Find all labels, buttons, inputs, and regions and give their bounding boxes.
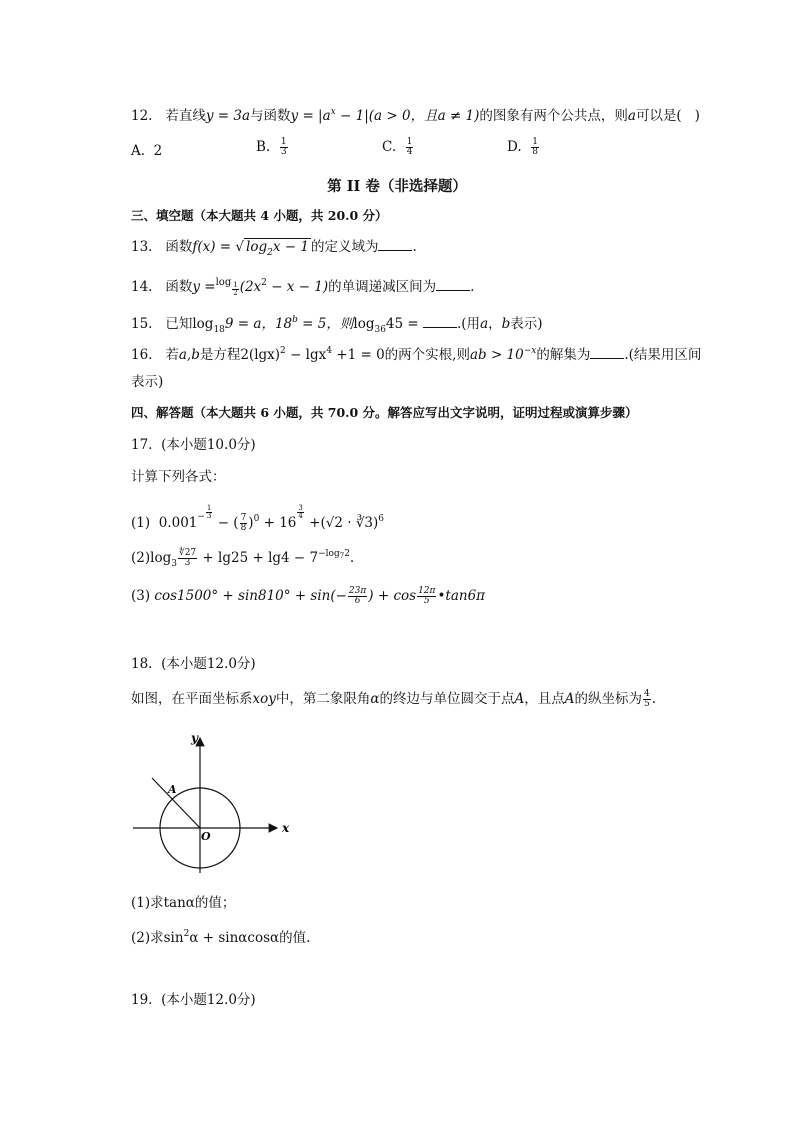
q16-answer-blank[interactable]	[590, 346, 624, 359]
q17-header: 17. (本小题10.0分)	[131, 437, 256, 453]
q17-part2: $(2)\log_3$ $\frac{∜27}{3}$ + $\lg 25 + \lg 4 - 7^{-log72}$.	[131, 548, 355, 569]
q15: 15. 已知$\log_{18}9 = a$，$18^b = 5$，则$\log_{36}45$ = .(用a，b表示)	[131, 315, 543, 335]
q12-option-c[interactable]: C. $\frac{1}{4}$	[382, 137, 413, 157]
q12-number: 12.	[131, 108, 153, 124]
x-axis-label: x	[282, 821, 290, 835]
origin-label: O	[201, 830, 211, 843]
q12-option-d[interactable]: D. $\frac{1}{8}$	[507, 137, 538, 157]
q12-option-b[interactable]: B. $\frac{1}{3}$	[256, 137, 287, 157]
q16-line2: 表示)	[131, 374, 164, 390]
q15-answer-blank[interactable]	[423, 315, 457, 328]
q17-part3: (3) cos1500° + sin810° + sin(− $\frac{23\pi}{6}$ ) + cos $\frac{12\pi}{5}$ •tan6π	[131, 586, 486, 606]
q18-part1: (1)求tanα的值；	[131, 895, 236, 911]
q16: 16. 若a,b是方程$2(\lg x)^2 - \lg x^4 +1 = 0$的两个实根,则ab > $10^{-x}$的解集为 .(结果用区间	[131, 346, 702, 363]
q14-answer-blank[interactable]	[436, 278, 470, 291]
q17-intro: 计算下列各式：	[131, 469, 226, 485]
q17-part1: (1) 0.001− $\frac{1}{3}$ − ( $\frac{7}{8}$ )$^0$ + 16 $\frac{3}{4}$ +(√2 · ∛3)$^6$	[131, 504, 385, 533]
q18-header: 18. (本小题12.0分)	[131, 656, 256, 672]
section-title: 第 II 卷（非选择题）	[327, 178, 467, 195]
unit-circle-figure	[125, 728, 305, 878]
q14: 14. 函数y =$^{log}$ $\frac{1}{2}$ $(2x^2 - x - 1)$的单调递减区间为 .	[131, 277, 475, 297]
part3-heading: 三、填空题（本大题共 4 小题，共 20.0 分）	[131, 208, 388, 223]
point-a-label: A	[168, 783, 177, 796]
y-axis-label: y	[191, 731, 198, 745]
q19-header: 19. (本小题12.0分)	[131, 992, 256, 1008]
part4-heading: 四、解答题（本大题共 6 小题，共 70.0 分。解答应写出文字说明，证明过程或演算步骤）	[131, 405, 638, 420]
q12-option-a[interactable]: A. 2	[131, 143, 163, 159]
q13-answer-blank[interactable]	[378, 238, 412, 251]
q18-stem: 如图，在平面坐标系xoy中，第二象限角α的终边与单位圆交于点A，且点A的纵坐标为 $\frac{4}{5}$ .	[131, 689, 657, 709]
q12-stem: 12. 若直线y = 3a与函数$y = |a^x - 1|(a > 0$，且a ≠ 1)的图象有两个公共点，则a可以是( )	[131, 107, 700, 124]
q18-part2: (2)求$\sin^2\alpha + \sin\alpha\cos\alpha$的值.	[131, 929, 311, 946]
q13: 13. 函数f(x) = √ $\log_2x - 1$ 的定义域为 .	[131, 239, 417, 258]
